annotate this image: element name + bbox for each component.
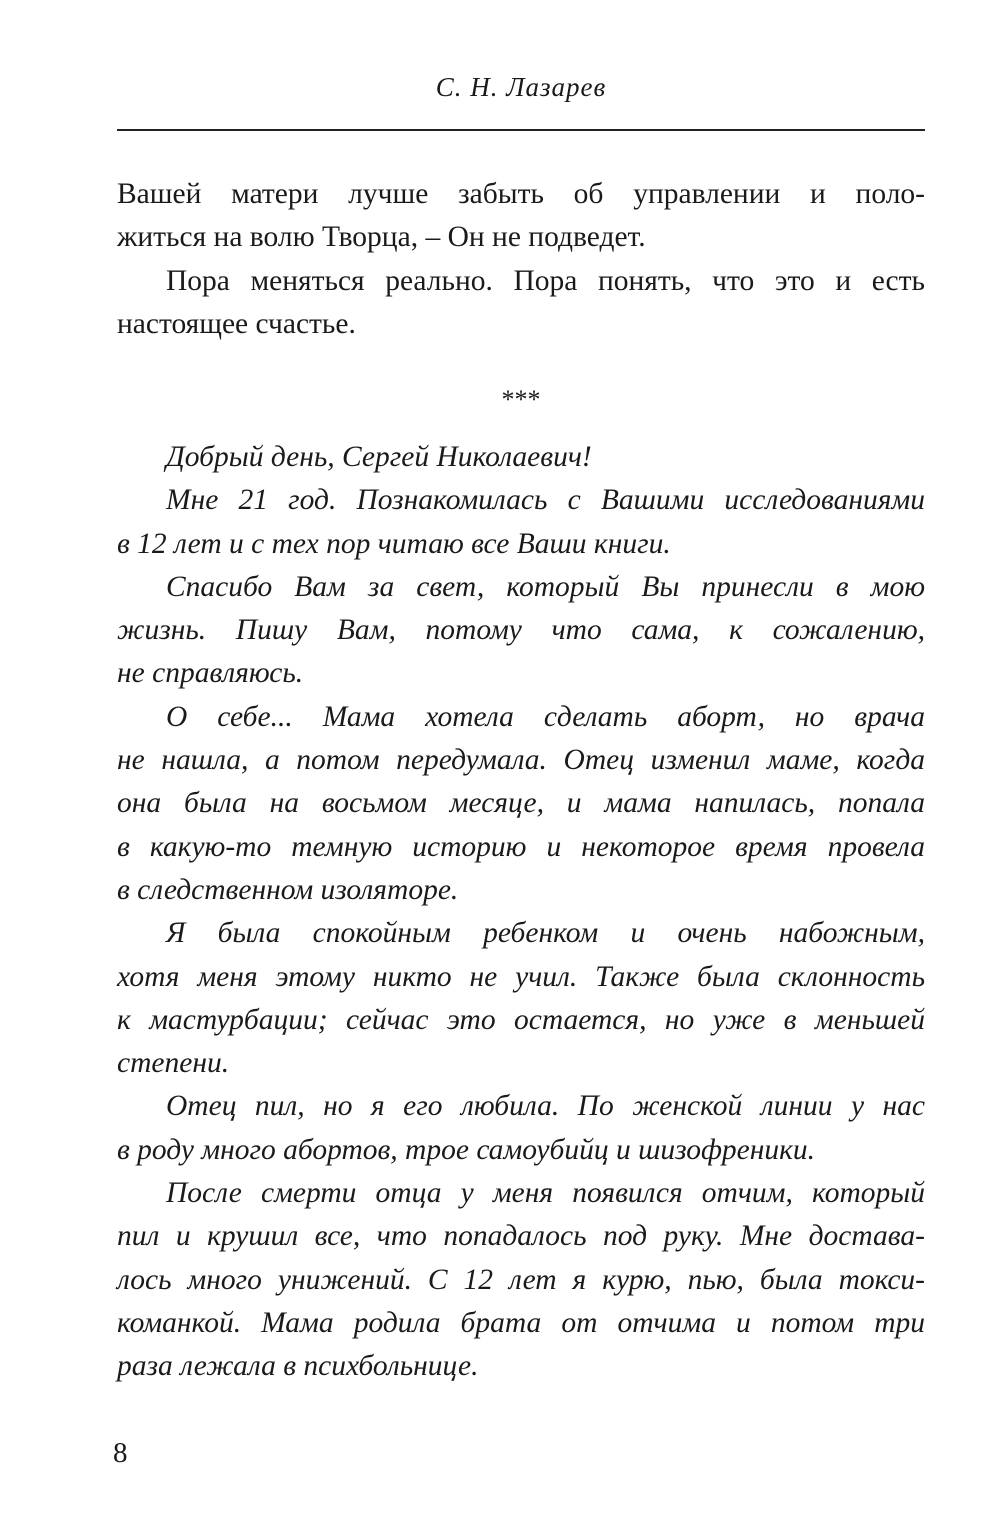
text-line: в роду много абортов, трое самоубийц и шизофреники. bbox=[117, 1133, 816, 1166]
text-line: Спасибо Вам за свет, который Вы принесли в мою bbox=[166, 570, 925, 603]
text-line: житься на волю Творца, – Он не подведет. bbox=[117, 221, 646, 254]
text-line: Мне 21 год. Познакомилась с Вашими исследованиями bbox=[166, 484, 925, 517]
text-line: не нашла, а потом передумала. Отец изменил маме, когда bbox=[117, 744, 925, 777]
text-line: О себе... Мама хотела сделать аборт, но врача bbox=[166, 700, 925, 733]
text-line: к мастурбации; сейчас это остается, но уже в меньшей bbox=[117, 1003, 925, 1036]
text-line: раза лежала в психбольнице. bbox=[117, 1350, 479, 1383]
text-line: она была на восьмом месяце, и мама напилась, попала bbox=[117, 787, 925, 820]
text-line: После смерти отца у меня появился отчим, который bbox=[166, 1177, 925, 1210]
text-line: Отец пил, но я его любила. По женской линии у нас bbox=[166, 1090, 925, 1123]
header-rule bbox=[117, 129, 925, 131]
running-header: С. Н. Лазарев bbox=[435, 72, 607, 102]
text-line: хотя меня этому никто не учил. Также была склонность bbox=[117, 960, 925, 993]
text-line: в какую-то темную историю и некоторое время провела bbox=[117, 830, 925, 863]
text-line: в следственном изоляторе. bbox=[117, 873, 459, 906]
text-line: степени. bbox=[117, 1047, 230, 1080]
text-line: пил и крушил все, что попадалось под руку. Мне достава- bbox=[117, 1220, 925, 1253]
text-line: команкой. Мама родила брата от отчима и потом три bbox=[117, 1306, 925, 1339]
text-line: настоящее счастье. bbox=[117, 307, 356, 340]
text-line: Добрый день, Сергей Николаевич! bbox=[166, 441, 592, 473]
text-line: Я была спокойным ребенком и очень набожным, bbox=[166, 917, 925, 950]
page-number: 8 bbox=[113, 1437, 128, 1469]
text-line: Пора меняться реально. Пора понять, что это и есть bbox=[166, 264, 925, 297]
body-section-1 bbox=[117, 173, 925, 346]
text-line: жизнь. Пишу Вам, потому что сама, к сожалению, bbox=[117, 614, 925, 647]
text-line: Вашей матери лучше забыть об управлении и поло- bbox=[117, 178, 925, 210]
text-line: лось много унижений. С 12 лет я курю, пью, была токси- bbox=[117, 1263, 925, 1296]
text-line: не справляюсь. bbox=[117, 657, 304, 690]
section-separator: *** bbox=[501, 385, 541, 414]
letter-section bbox=[117, 436, 925, 1389]
text-line: в 12 лет и с тех пор читаю все Ваши книги. bbox=[117, 527, 671, 560]
